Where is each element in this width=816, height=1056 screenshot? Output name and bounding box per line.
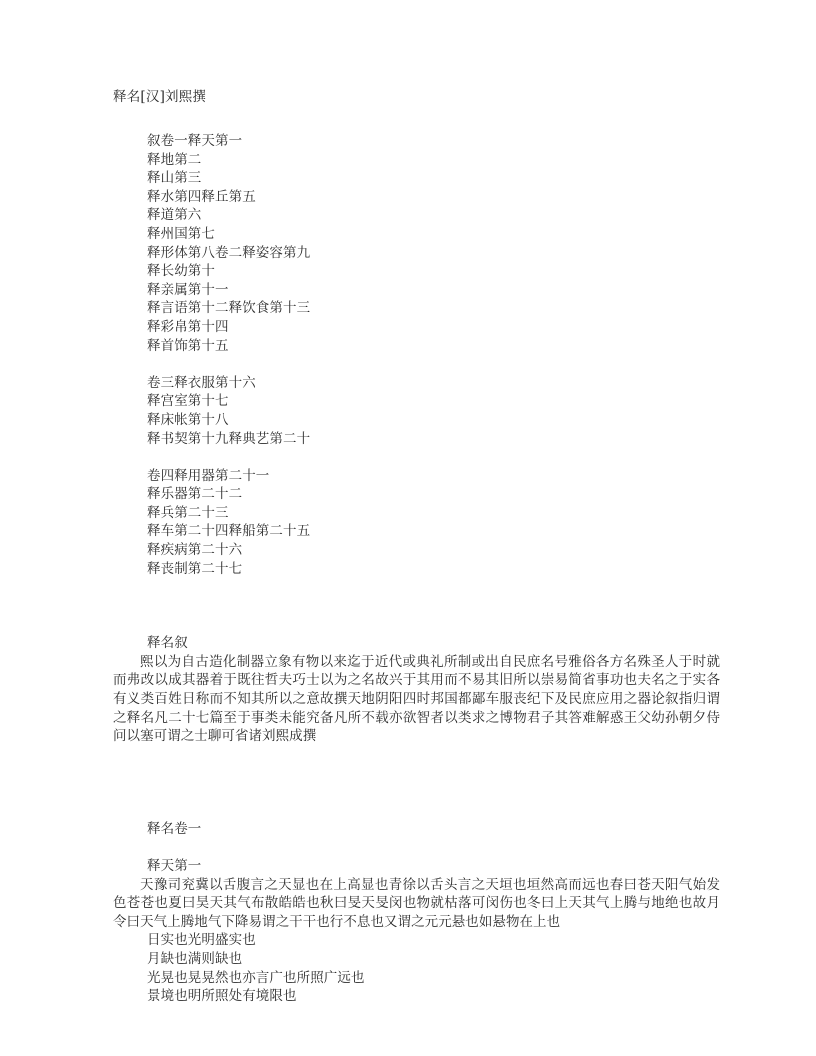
toc-item: 释道第六 [147, 207, 202, 224]
toc-item: 释地第二 [147, 151, 202, 168]
toc-item: 释床帐第十八 [147, 411, 229, 428]
toc-group-volume-one-two [147, 132, 720, 355]
document-title: 释名[汉]刘熙撰 [113, 89, 207, 105]
chapter-body: 天豫司兖冀以舌腹言之天显也在上高显也青徐以舌头言之天垣也垣然高而远也春曰苍天阳气始发色苍苍也夏曰昊天其气布散皓皓也秋曰旻天旻闵也物就枯落可闵伤也冬曰上天其气上腾与地绝也故月令曰天气上腾地气下降易谓之干干也行不息也又谓之元元悬也如悬物在上也 [113, 876, 720, 930]
toc-item: 释宫室第十七 [147, 393, 229, 410]
spacer [113, 355, 720, 374]
toc-item: 释首饰第十五 [147, 337, 229, 354]
toc-item: 释丧制第二十七 [147, 560, 243, 577]
toc-item: 释亲属第十一 [147, 281, 229, 298]
toc-item: 释兵第二十三 [147, 504, 229, 521]
toc-item: 释书契第十九释典艺第二十 [147, 430, 311, 447]
toc-item: 释疾病第二十六 [147, 542, 243, 559]
toc-item: 释州国第七 [147, 225, 215, 242]
toc-item: 释彩帛第十四 [147, 318, 229, 335]
chapter-heading: 释天第一 [147, 858, 202, 874]
toc-item: 释水第四释丘第五 [147, 188, 256, 205]
definition-entry: 光晃也晃晃然也亦言广也所照广远也 [147, 969, 365, 986]
toc-item: 释长幼第十 [147, 263, 215, 280]
spacer [113, 746, 720, 820]
toc-item: 卷三释衣服第十六 [147, 374, 256, 391]
volume-heading: 释名卷一 [147, 820, 202, 837]
preface-body: 熙以为自古造化制器立象有物以来迄于近代或典礼所制或出自民庶名号雅俗各方名殊圣人于时就而弗改以成其器着于既往哲夫巧士以为之名故兴于其用而不易其旧所以崇易简省事功也夫名之于实各有义类百姓日称而不知其所以之意故撰天地阴阳四时邦国都鄙车服丧纪下及民庶应用之器论叙指归谓之释名凡二十七篇至于事类未能究备凡所不载亦欲智者以类求之博物君子其答难解惑王父幼孙朝夕侍问以塞可谓之士聊可省诸刘熙成撰 [113, 653, 720, 745]
toc-item: 释山第三 [147, 170, 202, 187]
definition-entry: 日实也光明盛实也 [147, 932, 256, 949]
toc-item: 卷四释用器第二十一 [147, 467, 270, 484]
toc-item: 叙卷一释天第一 [147, 133, 243, 149]
definition-entry-list [147, 931, 720, 1005]
spacer [113, 838, 720, 857]
toc-item: 释形体第八卷二释姿容第九 [147, 244, 311, 261]
preface-heading: 释名叙 [147, 635, 188, 652]
spacer [113, 448, 720, 467]
toc-group-volume-three [147, 374, 720, 448]
definition-entry: 月缺也满则缺也 [147, 950, 243, 967]
toc-item: 释车第二十四释船第二十五 [147, 523, 311, 540]
toc-item: 释言语第十二释饮食第十三 [147, 300, 311, 317]
toc-item: 释乐器第二十二 [147, 486, 243, 503]
definition-entry: 景境也明所照处有境限也 [147, 988, 297, 1005]
spacer [113, 578, 720, 634]
toc-group-volume-four [147, 467, 720, 579]
